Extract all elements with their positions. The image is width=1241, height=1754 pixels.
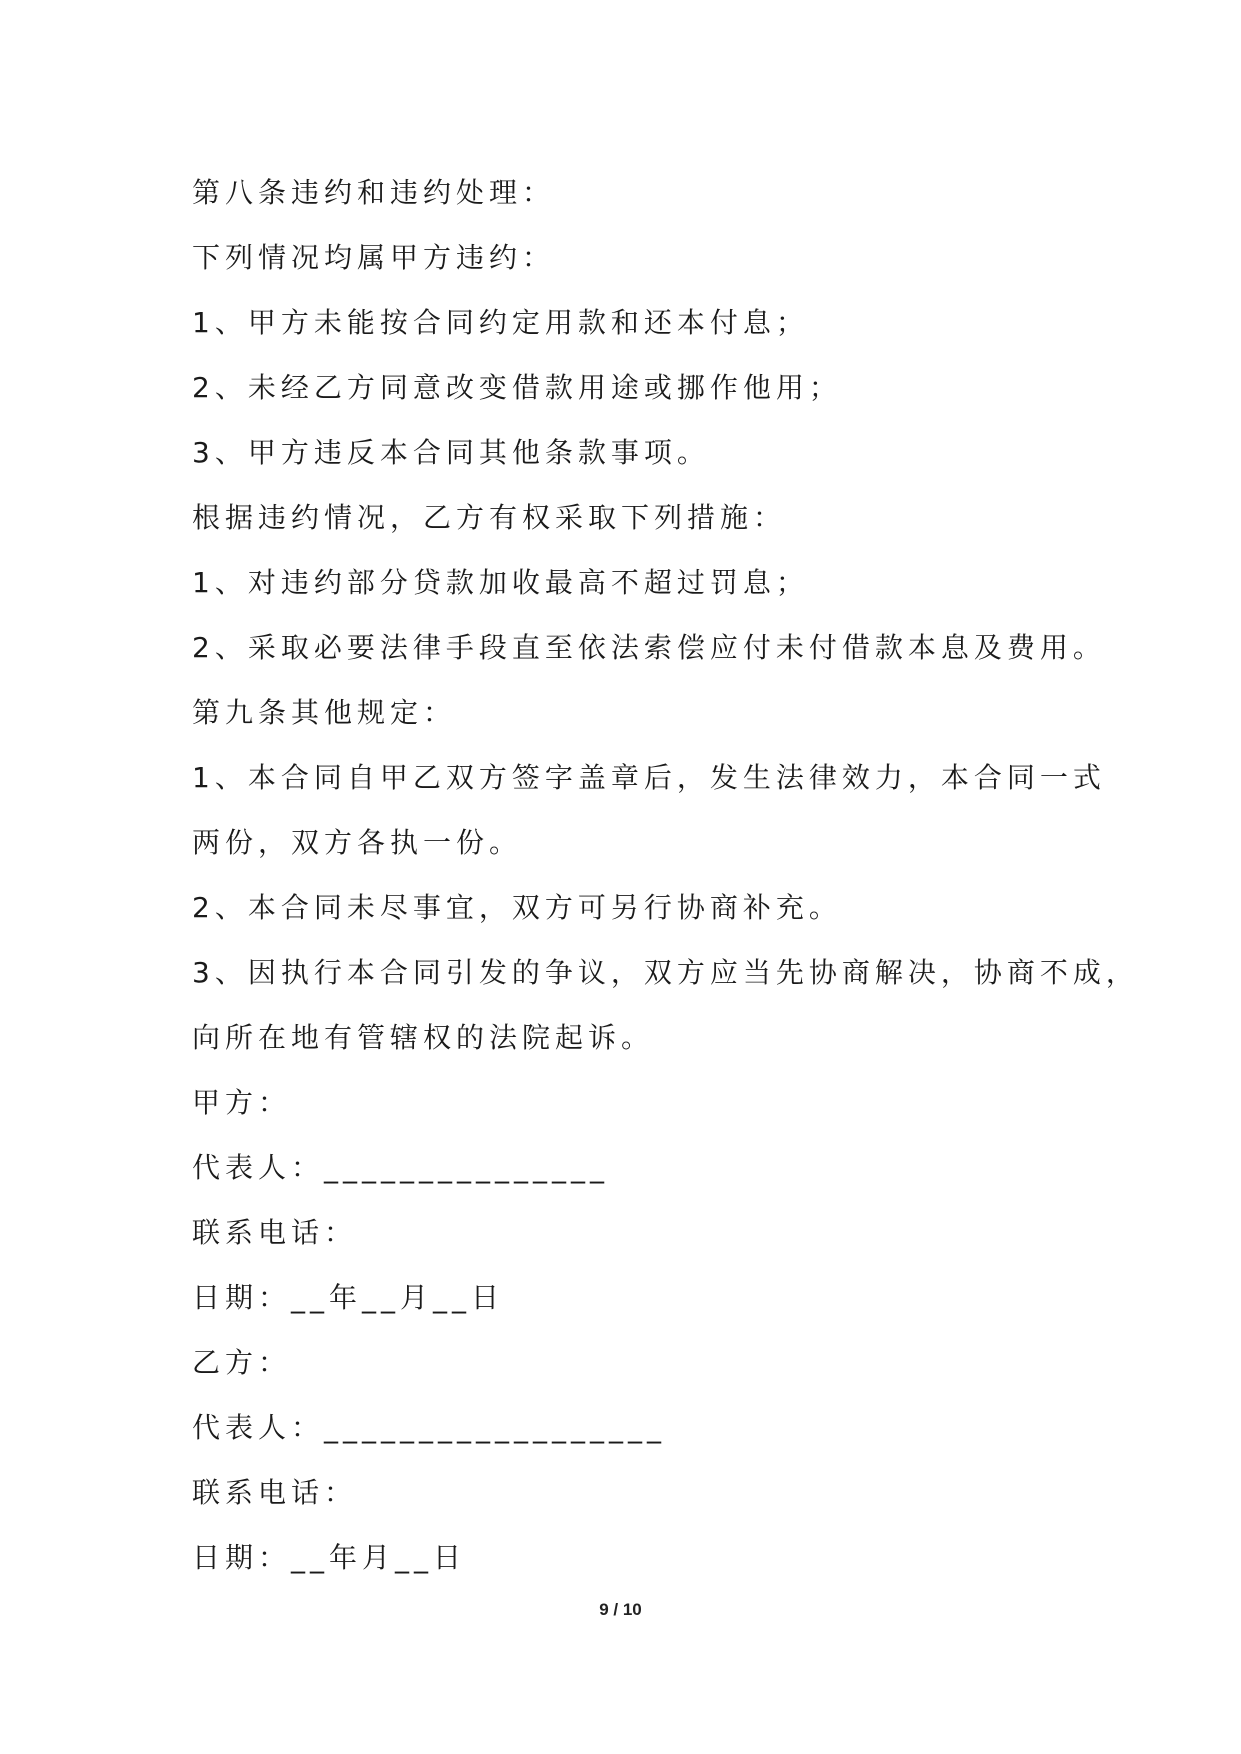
party-a-phone-field: 联系电话： <box>192 1216 358 1249</box>
party-b-phone-field: 联系电话： <box>192 1476 358 1509</box>
party-a-representative-field: 代表人：_______________ <box>192 1151 610 1184</box>
party-b-date-field: 日期：__年月__日 <box>192 1541 467 1574</box>
list-item-breach-2: 2、未经乙方同意改变借款用途或挪作他用； <box>192 371 842 404</box>
list-item-provision-3: 3、因执行本合同引发的争议，双方应当先协商解决，协商不成， <box>192 956 1139 989</box>
party-b-label: 乙方： <box>192 1346 292 1379</box>
contract-body <box>192 160 1139 1590</box>
list-item-breach-3: 3、甲方违反本合同其他条款事项。 <box>192 436 710 469</box>
party-a-date-field: 日期：__年__月__日 <box>192 1281 505 1314</box>
section-heading-article-9: 第九条其他规定： <box>192 696 457 729</box>
list-item-breach-1: 1、甲方未能按合同约定用款和还本付息； <box>192 306 809 339</box>
list-item-provision-2: 2、本合同未尽事宜，双方可另行协商补充。 <box>192 891 842 924</box>
party-b-representative-field: 代表人：__________________ <box>192 1411 667 1444</box>
list-item-provision-1: 1、本合同自甲乙双方签字盖章后，发生法律效力，本合同一式 <box>192 761 1106 794</box>
list-item-provision-1-continued: 两份，双方各执一份。 <box>192 826 523 859</box>
paragraph-remedies-intro: 根据违约情况，乙方有权采取下列措施： <box>192 501 787 534</box>
list-item-remedy-2: 2、采取必要法律手段直至依法索偿应付未付借款本息及费用。 <box>192 631 1106 664</box>
list-item-remedy-1: 1、对违约部分贷款加收最高不超过罚息； <box>192 566 809 599</box>
page-number: 9 / 10 <box>599 1600 642 1619</box>
list-item-provision-3-continued: 向所在地有管辖权的法院起诉。 <box>192 1021 655 1054</box>
party-a-label: 甲方： <box>192 1086 292 1119</box>
section-heading-article-8: 第八条违约和违约处理： <box>192 176 556 209</box>
paragraph-party-a-breach-intro: 下列情况均属甲方违约： <box>192 241 556 274</box>
